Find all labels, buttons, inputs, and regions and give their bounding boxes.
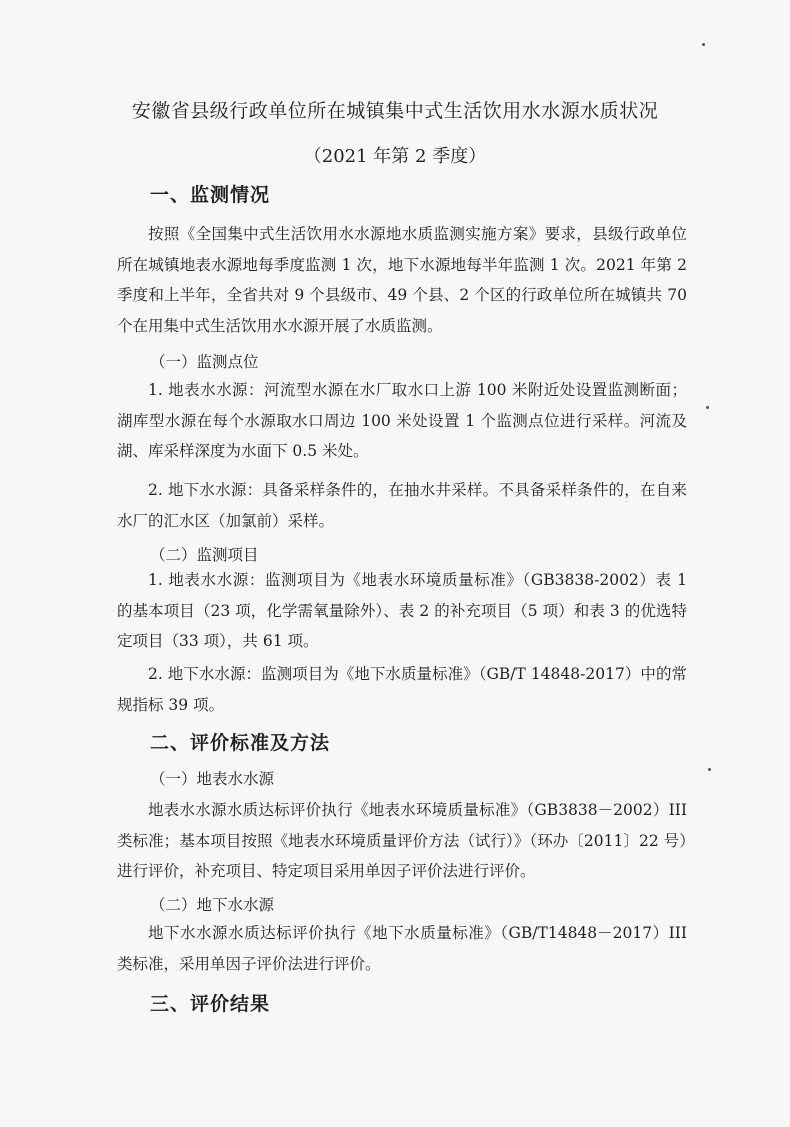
document-subtitle: （2021 年第 2 季度） [303, 146, 487, 167]
monitoring-items-ground-paragraph: 2. 地下水水源：监测项目为《地下水质量标准》（GB/T 14848-2017）中的常规指标 39 项。 [117, 665, 687, 714]
section-heading-results: 三、评价结果 [150, 993, 271, 1015]
surface-water-evaluation-paragraph: 地表水水源水质达标评价执行《地表水环境质量标准》（GB3838－2002）III 类标准；基本项目按照《地表水环境质量评价方法（试行）》（环办〔2011〕22 号）进行评价，补充项目、特定项目采用单因子评价法进行评价。 [117, 801, 687, 880]
scan-speck [702, 43, 705, 46]
monitoring-points-ground-paragraph: 2. 地下水水源：具备采样条件的，在抽水井采样。不具备采样条件的，在自来水厂的汇水区（加氯前）采样。 [117, 481, 687, 530]
monitoring-points-surface-paragraph: 1. 地表水水源：河流型水源在水厂取水口上游 100 米附近处设置监测断面；湖库型水源在每个水源取水口周边 100 米处设置 1 个监测点位进行采样。河流及湖、库采样深度为水面下 0.5 米处。 [117, 381, 687, 460]
subsection-heading-surface-water: （一）地表水水源 [150, 770, 275, 788]
subsection-heading-monitoring-items: （二）监测项目 [150, 546, 259, 564]
scan-speck [706, 406, 709, 409]
monitoring-intro-paragraph: 按照《全国集中式生活饮用水水源地水质监测实施方案》要求，县级行政单位所在城镇地表水源地每季度监测 1 次，地下水源地每半年监测 1 次。2021 年第 2 季度和上半年，全省共对 9 个县级市、49 个县、2 个区的行政单位所在城镇共 70 个在用集中式生活饮用水水源开展了水质监测。 [117, 225, 687, 335]
section-heading-monitoring: 一、监测情况 [150, 184, 271, 206]
section-heading-evaluation-standards: 二、评价标准及方法 [150, 732, 331, 754]
document-title: 安徽省县级行政单位所在城镇集中式生活饮用水水源水质状况 [131, 100, 659, 122]
subsection-heading-monitoring-points: （一）监测点位 [150, 353, 259, 371]
subsection-heading-groundwater: （二）地下水水源 [150, 896, 275, 914]
monitoring-items-surface-paragraph: 1. 地表水水源：监测项目为《地表水环境质量标准》（GB3838-2002）表 1 的基本项目（23 项，化学需氧量除外）、表 2 的补充项目（5 项）和表 3 的优选特定项目（33 项），共 61 项。 [117, 571, 687, 650]
scan-speck [708, 768, 711, 771]
groundwater-evaluation-paragraph: 地下水水源水质达标评价执行《地下水质量标准》（GB/T14848－2017）III类标准，采用单因子评价法进行评价。 [117, 924, 687, 973]
